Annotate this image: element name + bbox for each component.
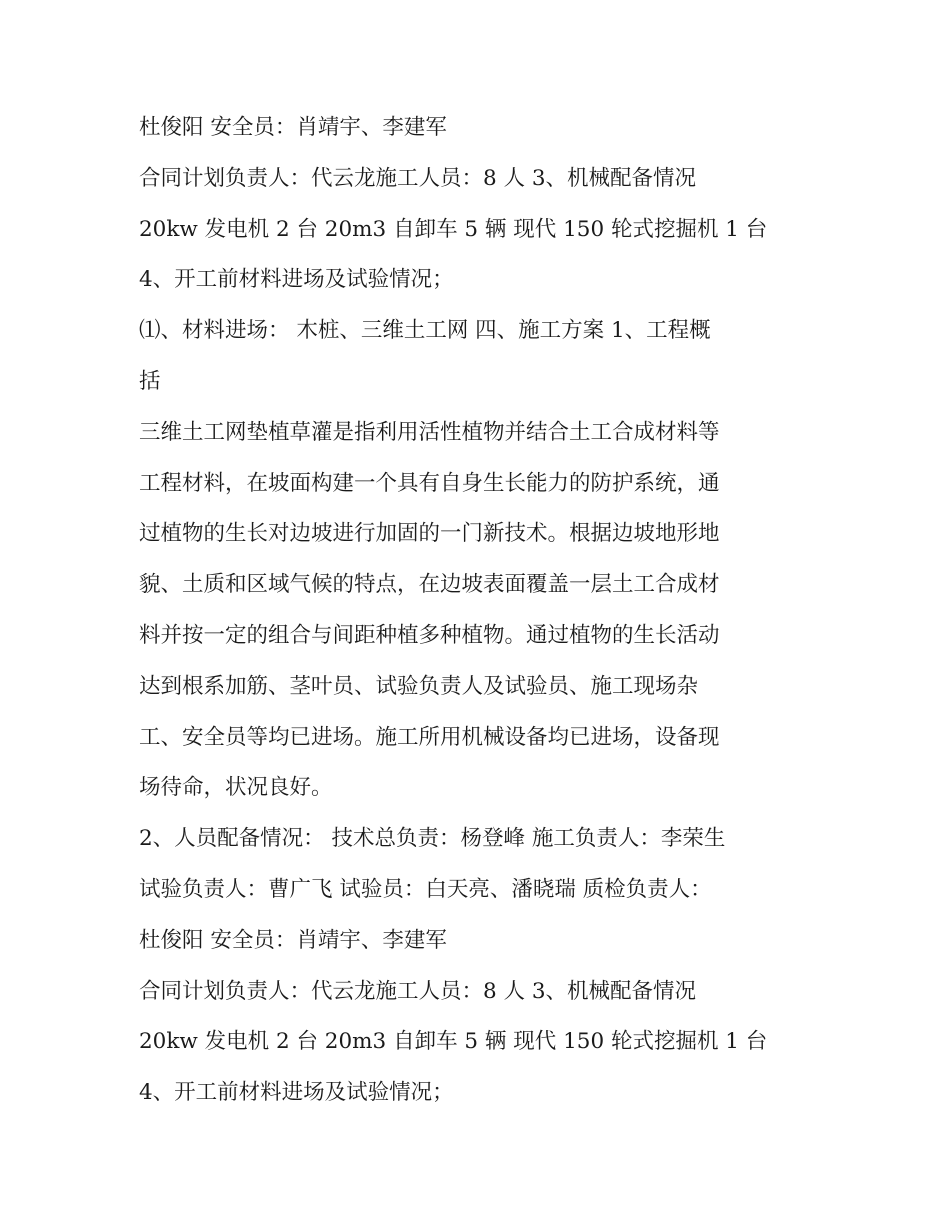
text-line: 工程材料，在坡面构建一个具有自身生长能力的防护系统，通 [139,470,720,496]
text-line: 达到根系加筋、茎叶员、试验负责人及试验员、施工现场杂 [139,673,699,699]
text-line: 杜俊阳 安全员：肖靖宇、李建军 [139,927,447,953]
body-text [139,108,819,1124]
text-line: 场待命，状况良好。 [139,775,333,801]
text-line: ⑴、材料进场： 木桩、三维土工网 四、施工方案 1、工程概 [139,318,711,344]
text-line: 括 [139,368,161,394]
text-line: 料并按一定的组合与间距种植多种植物。通过植物的生长活动 [139,622,720,648]
text-line: 20kw 发电机 2 台 20m3 自卸车 5 辆 现代 150 轮式挖掘机 1 台 [139,1029,768,1055]
text-line: 工、安全员等均已进场。施工所用机械设备均已进场，设备现 [139,724,720,750]
text-line: 20kw 发电机 2 台 20m3 自卸车 5 辆 现代 150 轮式挖掘机 1 台 [139,216,768,242]
text-line: 合同计划负责人：代云龙施工人员：8 人 3、机械配备情况 [139,165,697,191]
text-line: 合同计划负责人：代云龙施工人员：8 人 3、机械配备情况 [139,978,697,1004]
text-line: 过植物的生长对边坡进行加固的一门新技术。根据边坡地形地 [139,521,720,547]
text-line: 4、开工前材料进场及试验情况； [139,1080,454,1106]
text-line: 试验负责人：曹广飞 试验员：白天亮、潘晓瑞 质检负责人： [139,876,712,902]
text-line: 2、人员配备情况： 技术总负责：杨登峰 施工负责人：李荣生 [139,826,726,852]
text-line: 貌、土质和区域气候的特点，在边坡表面覆盖一层土工合成材 [139,572,720,598]
text-line: 4、开工前材料进场及试验情况； [139,267,454,293]
text-line: 三维土工网垫植草灌是指利用活性植物并结合土工合成材料等 [139,419,720,445]
text-line: 杜俊阳 安全员：肖靖宇、李建军 [139,115,447,140]
